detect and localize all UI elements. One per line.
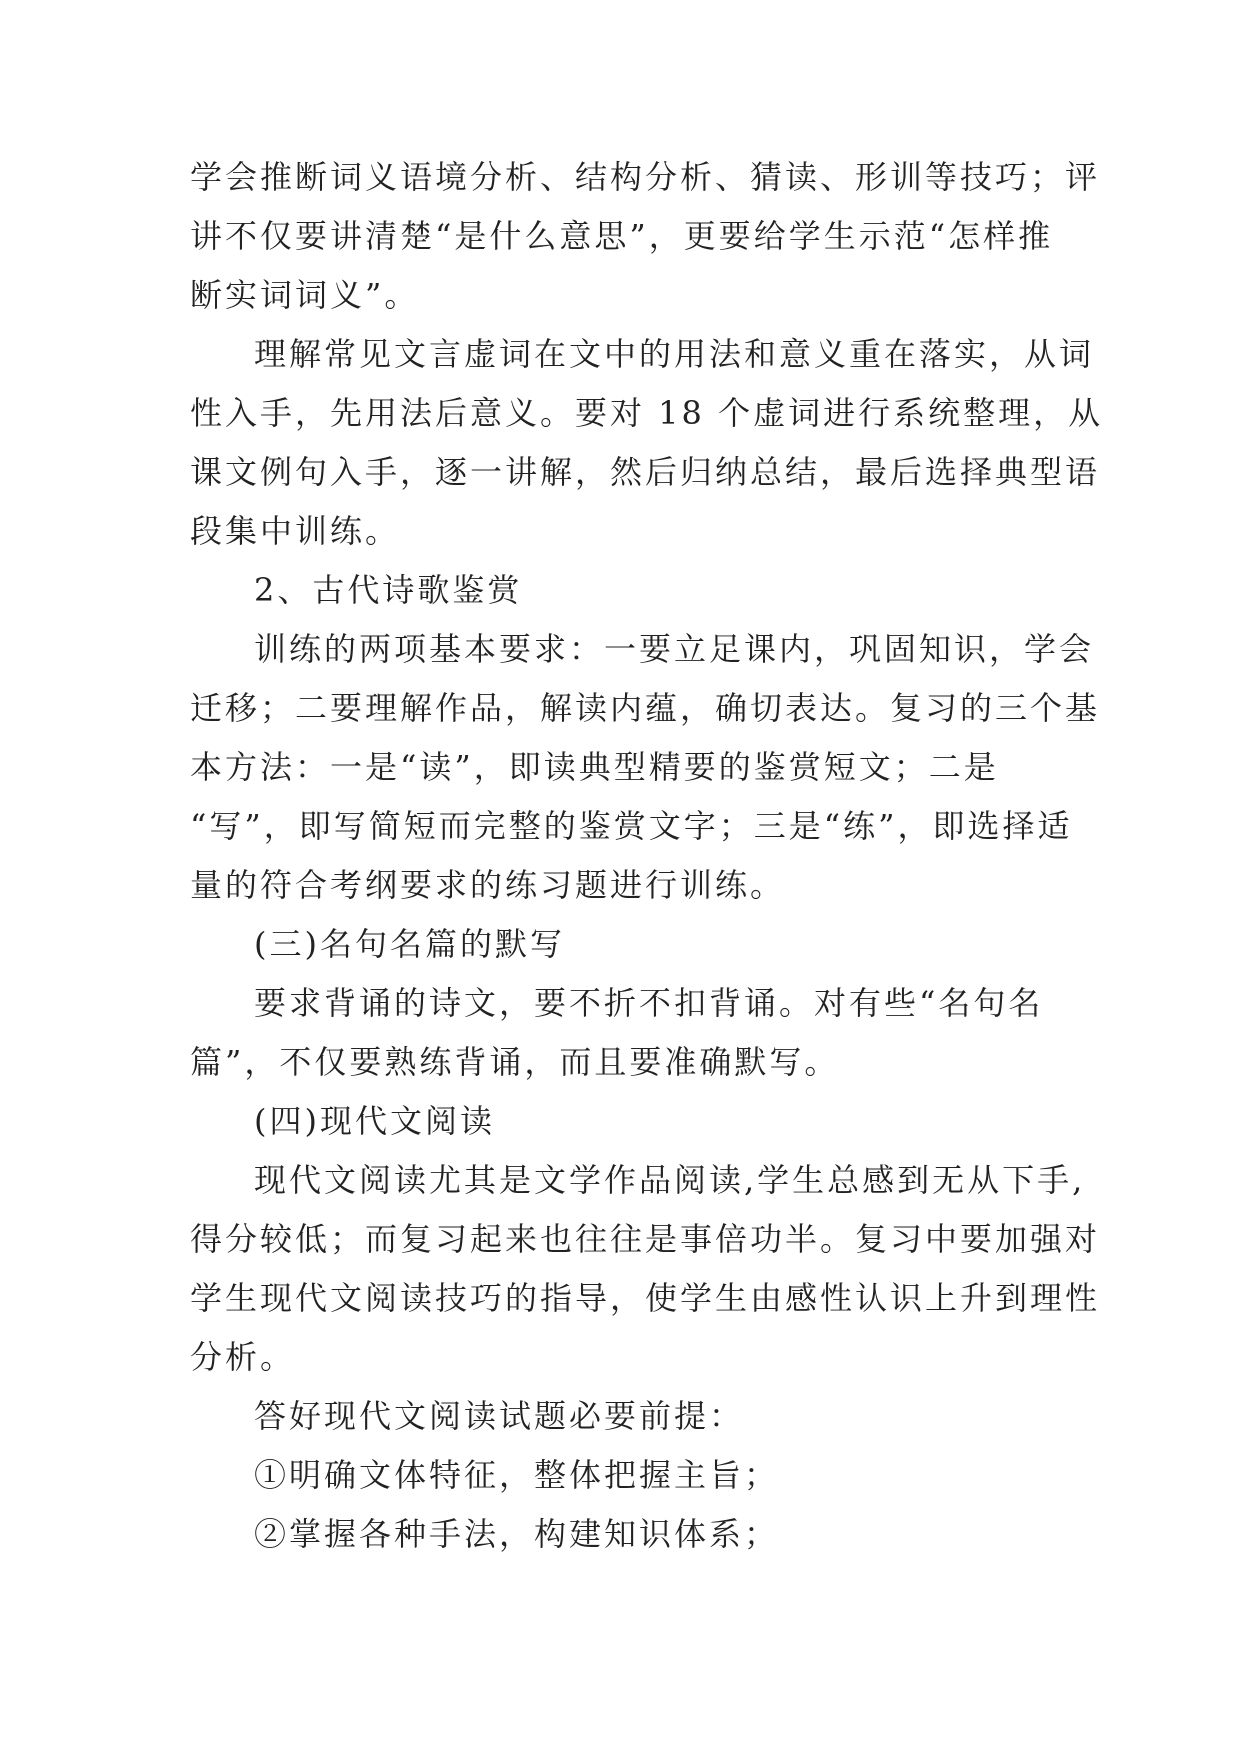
text-line: ②掌握各种手法，构建知识体系； [254, 1515, 780, 1553]
paragraph-word-inference [190, 148, 1101, 325]
text-line: 篇”，不仅要熟练背诵，而且要准确默写。 [190, 1043, 840, 1081]
heading-modern-reading [190, 1092, 1050, 1151]
text-line: 现代文阅读尤其是文学作品阅读,学生总感到无从下手, [254, 1161, 1086, 1199]
heading-famous-passages [190, 915, 1050, 974]
list-item-techniques [190, 1505, 1050, 1564]
text-line: 性入手，先用法后意义。要对 18 个虚词进行系统整理，从 [190, 394, 1104, 432]
text-line: “写”，即写简短而完整的鉴赏文字；三是“练”，即选择适 [190, 807, 1073, 845]
text-line: 理解常见文言虚词在文中的用法和意义重在落实，从词 [254, 335, 1095, 373]
text-line: 迁移；二要理解作品，解读内蕴，确切表达。复习的三个基 [190, 689, 1101, 727]
text-line: 训练的两项基本要求：一要立足课内，巩固知识，学会 [254, 630, 1095, 668]
text-line: 得分较低；而复习起来也往往是事倍功半。复习中要加强对 [190, 1220, 1101, 1258]
text-line: 要求背诵的诗文，要不折不扣背诵。对有些“名句名 [254, 984, 1044, 1022]
heading-poetry-appreciation [190, 561, 1050, 620]
text-line: 学生现代文阅读技巧的指导，使学生由感性认识上升到理性 [190, 1279, 1101, 1317]
text-line: 断实词词义”。 [190, 276, 420, 314]
text-line: 学会推断词义语境分析、结构分析、猜读、形训等技巧；评 [190, 158, 1101, 196]
paragraph-prerequisites [190, 1387, 1050, 1446]
paragraph-function-words [190, 325, 1104, 561]
paragraph-recitation [190, 974, 1050, 1092]
text-line: 答好现代文阅读试题必要前提： [254, 1397, 745, 1435]
section-heading: (四)现代文阅读 [254, 1102, 495, 1140]
text-line: 分析。 [190, 1338, 296, 1376]
paragraph-modern-reading [190, 1151, 1101, 1387]
text-line: 讲不仅要讲清楚“是什么意思”，更要给学生示范“怎样推 [190, 217, 1054, 255]
list-item-genre [190, 1446, 1050, 1505]
text-line: 本方法：一是“读”，即读典型精要的鉴赏短文；二是 [190, 748, 999, 786]
text-line: 课文例句入手，逐一讲解，然后归纳总结，最后选择典型语 [190, 453, 1101, 491]
section-heading: 2、古代诗歌鉴赏 [254, 571, 523, 609]
text-line: 量的符合考纲要求的练习题进行训练。 [190, 866, 786, 904]
document-body [190, 148, 1104, 1564]
text-line: ①明确文体特征，整体把握主旨； [254, 1456, 780, 1494]
paragraph-poetry-training [190, 620, 1101, 915]
text-line: 段集中训练。 [190, 512, 401, 550]
section-heading: (三)名句名篇的默写 [254, 925, 565, 963]
